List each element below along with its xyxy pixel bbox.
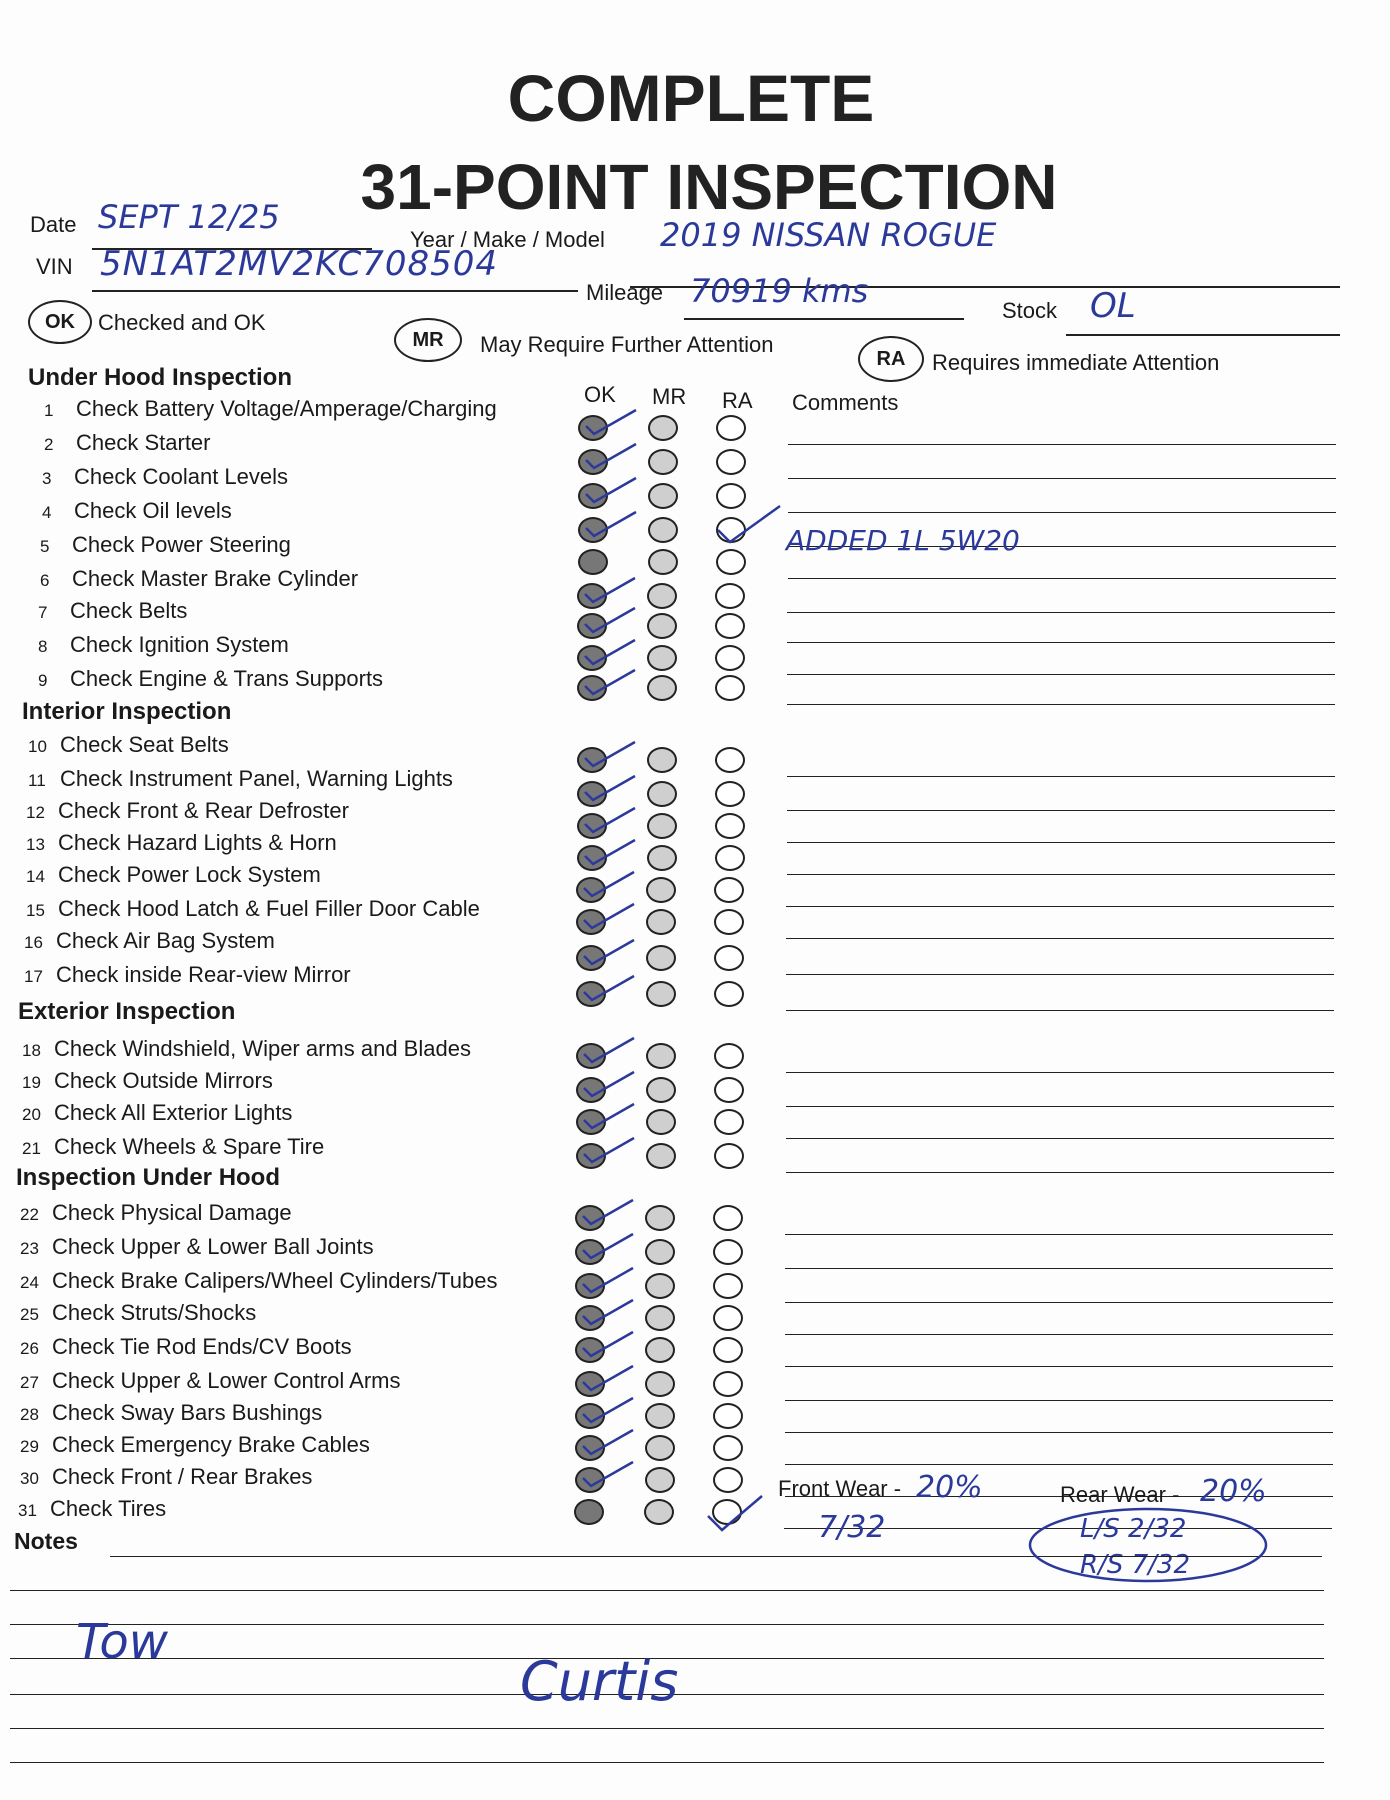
legend-mr-badge: MR	[394, 318, 462, 362]
date-value[interactable]: SEPT 12/25	[98, 198, 280, 236]
stock-value[interactable]: OL	[1090, 286, 1136, 326]
front-wear-depth[interactable]: 7/32	[818, 1510, 886, 1545]
technician-signature[interactable]: Curtis	[520, 1650, 679, 1713]
item-label: Check Brake Calipers/Wheel Cylinders/Tubes	[52, 1268, 498, 1293]
item-label: Check Hazard Lights & Horn	[58, 830, 337, 855]
rear-wear-label: Rear Wear -	[1060, 1482, 1180, 1507]
item-number: 4	[42, 503, 52, 522]
item-number: 14	[26, 867, 45, 886]
rear-wear-left-side[interactable]: L/S 2/32	[1080, 1514, 1187, 1544]
item-number: 26	[20, 1339, 39, 1358]
year-make-model-label: Year / Make / Model	[410, 227, 605, 252]
item-label: Check Front & Rear Defroster	[58, 798, 349, 823]
item-number: 6	[40, 571, 50, 590]
front-wear-value[interactable]: 20%	[916, 1470, 983, 1505]
item-label: Check Physical Damage	[52, 1200, 292, 1225]
legend-ra-text: Requires immediate Attention	[932, 350, 1220, 375]
item-label: Check Starter	[76, 430, 211, 455]
item-number: 11	[28, 771, 46, 790]
item-label: Check Belts	[70, 598, 188, 623]
legend-ok-text: Checked and OK	[98, 310, 266, 335]
section-title-interior: Interior Inspection	[22, 698, 232, 725]
item-number: 31	[18, 1501, 37, 1520]
ra-check-mark-item-5	[718, 506, 780, 542]
item-number: 13	[26, 835, 45, 854]
item-number: 5	[40, 537, 50, 556]
item-label: Check Ignition System	[70, 632, 289, 657]
item-label: Check All Exterior Lights	[54, 1100, 293, 1125]
section-title-exterior: Exterior Inspection	[18, 998, 236, 1025]
item-number: 9	[38, 671, 48, 690]
ra-check-mark-item-31	[708, 1496, 762, 1530]
item-number: 7	[38, 603, 48, 622]
item-label: Check Power Steering	[72, 532, 291, 557]
rear-wear-oval	[1030, 1509, 1266, 1581]
item-label: Check Outside Mirrors	[54, 1068, 273, 1093]
column-mr-header: MR	[652, 384, 687, 409]
item-label: Check Tie Rod Ends/CV Boots	[52, 1334, 352, 1359]
form-title-line2: 31-POINT INSPECTION	[360, 151, 1058, 223]
vin-label: VIN	[36, 254, 73, 279]
rear-wear-right-side[interactable]: R/S 7/32	[1080, 1550, 1190, 1580]
item-number: 10	[28, 737, 47, 756]
item-label: Check Air Bag System	[56, 928, 275, 953]
column-comments-header: Comments	[792, 390, 899, 415]
item-number: 20	[22, 1105, 41, 1124]
item-number: 21	[22, 1139, 41, 1158]
item-label: Check Hood Latch & Fuel Filler Door Cable	[58, 896, 480, 921]
form-title-line1: COMPLETE	[507, 61, 875, 135]
item-label: Check Tires	[50, 1496, 167, 1521]
item-label: Check Struts/Shocks	[52, 1300, 257, 1325]
item-number: 19	[22, 1073, 41, 1092]
item-label: Check Coolant Levels	[74, 464, 289, 489]
item-label: Check Windshield, Wiper arms and Blades	[54, 1036, 471, 1061]
rear-wear-value[interactable]: 20%	[1200, 1474, 1267, 1509]
item-number: 3	[42, 469, 52, 488]
column-ra-header: RA	[722, 388, 753, 413]
item-number: 1	[44, 401, 54, 420]
front-wear-label: Front Wear -	[778, 1476, 902, 1501]
item-label: Check Front / Rear Brakes	[52, 1464, 313, 1489]
item-number: 28	[20, 1405, 39, 1424]
column-ok-header: OK	[584, 382, 616, 407]
item-label: Check Upper & Lower Ball Joints	[52, 1234, 374, 1259]
item-label: Check Sway Bars Bushings	[52, 1400, 323, 1425]
mileage-value[interactable]: 70919 kms	[690, 272, 869, 310]
legend-ra-badge: RA	[858, 336, 924, 382]
item-number: 17	[24, 967, 43, 986]
item-number: 18	[22, 1041, 41, 1060]
item-number: 30	[20, 1469, 39, 1488]
notes-text[interactable]: Tow	[76, 1614, 169, 1670]
item-number: 2	[44, 435, 54, 454]
notes-label: Notes	[14, 1528, 78, 1554]
section-title-under-hood: Under Hood Inspection	[28, 364, 292, 391]
mileage-label: Mileage	[586, 280, 664, 305]
year-make-model-value[interactable]: 2019 NISSAN ROGUE	[660, 216, 997, 254]
item-label: Check Battery Voltage/Amperage/Charging	[76, 396, 497, 421]
item-label: Check Emergency Brake Cables	[52, 1432, 370, 1457]
stock-label: Stock	[1002, 298, 1058, 323]
item-label: Check Upper & Lower Control Arms	[52, 1368, 401, 1393]
item-label: Check Wheels & Spare Tire	[54, 1134, 325, 1159]
legend-mr-text: May Require Further Attention	[480, 332, 774, 357]
date-label: Date	[30, 212, 77, 237]
vin-value[interactable]: 5N1AT2MV2KC708504	[100, 244, 499, 284]
legend-ok-badge: OK	[28, 300, 92, 344]
item-number: 16	[24, 933, 43, 952]
item-number: 8	[38, 637, 48, 656]
item-label: Check inside Rear-view Mirror	[56, 962, 351, 987]
item-number: 29	[20, 1437, 39, 1456]
item-label: Check Engine & Trans Supports	[70, 666, 384, 691]
item-number: 15	[26, 901, 45, 920]
item-number: 12	[26, 803, 45, 822]
item-number: 27	[20, 1373, 39, 1392]
item-number: 25	[20, 1305, 39, 1324]
section-title-inspection-under-hood: Inspection Under Hood	[16, 1164, 280, 1191]
item-label: Check Oil levels	[74, 498, 232, 523]
item-number: 22	[20, 1205, 39, 1224]
item-number: 24	[20, 1273, 39, 1292]
item-label: Check Power Lock System	[58, 862, 321, 887]
item-label: Check Master Brake Cylinder	[72, 566, 359, 591]
item-number: 23	[20, 1239, 39, 1258]
item-label: Check Instrument Panel, Warning Lights	[60, 766, 453, 791]
item-label: Check Seat Belts	[60, 732, 229, 757]
comment-item-5[interactable]: ADDED 1L 5W20	[786, 524, 1020, 557]
